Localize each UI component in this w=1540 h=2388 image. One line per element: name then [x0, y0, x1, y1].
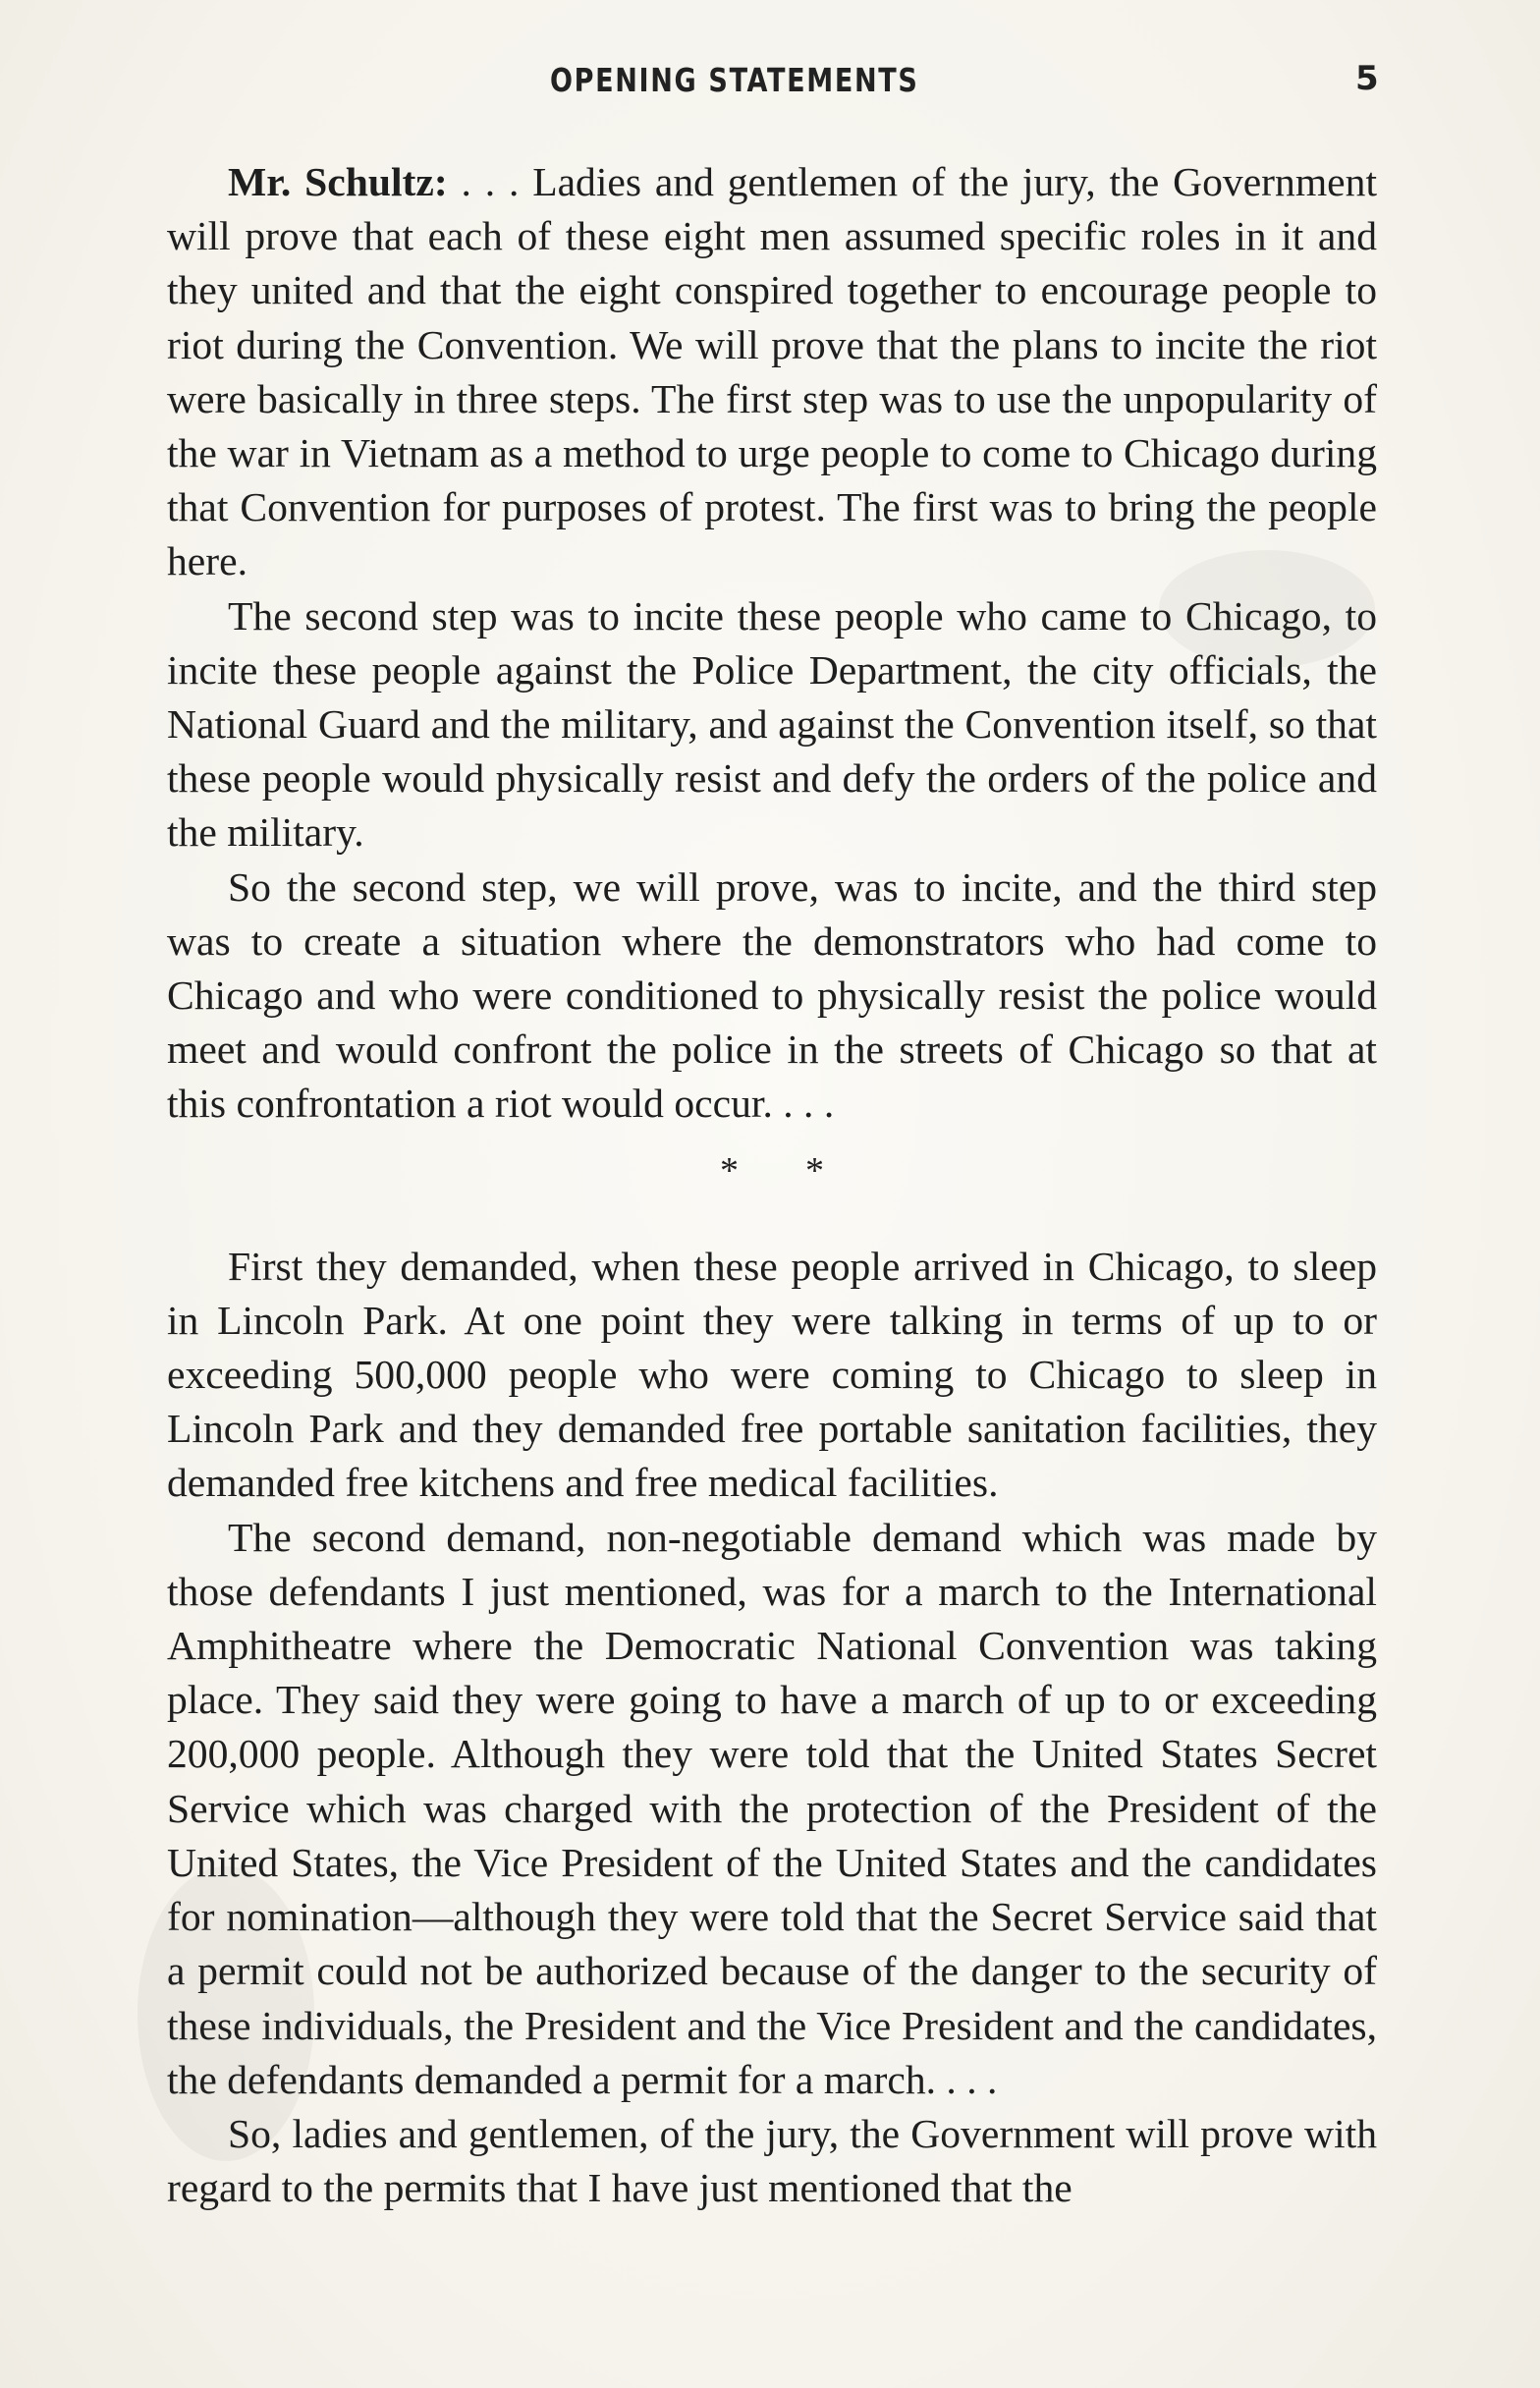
paragraph-5: The second demand, non-negotiable demand which was made by those defendants I just mentioned, was for a march to the International Amphitheatre where the Democratic National Convention was taking place. They said they were going to have a march of up to or exceeding 200,000 people. Although they were told that the United States Secret Service which was charged with the protection of the President of the United States, the Vice President of the United States and the candidates for nomination—although they were told that the Secret Service said that a permit could not be authorized because of the danger to the security of these individuals, the President and the Vice President and the candidates, the defendants demanded a permit for a march. . . . — [167, 1514, 1377, 2102]
paragraph-3: So the second step, we will prove, was to incite, and the third step was to create a situation where the demonstrators who had come to Chicago and who were conditioned to physically resist the police would meet and would confront the police in the streets of Chicago so that at this confrontation a riot would occur. . . . — [167, 863, 1377, 1127]
body-text — [167, 155, 1377, 2215]
asterisk: * — [720, 1149, 739, 1192]
running-head: OPENING STATEMENTS — [550, 61, 919, 99]
paragraph-2: The second step was to incite these people who came to Chicago, to incite these people against the Police Department, the city officials, the National Guard and the military, and against the Convention itself, so that these people would physically resist and defy the orders of the police and the military. — [167, 592, 1377, 856]
section-separator — [167, 1132, 1377, 1240]
paragraph-6: So, ladies and gentlemen, of the jury, the Government will prove with regard to the permits that I have just mentioned that the — [167, 2110, 1377, 2211]
paragraph-4: First they demanded, when these people arrived in Chicago, to sleep in Lincoln Park. At one point they were talking in terms of up to or exceeding 500,000 people who were coming to Chicago to sleep in Lincoln Park and they demanded free portable sanitation facilities, they demanded free kitchens and free medical facilities. — [167, 1243, 1377, 1506]
asterisk: * — [805, 1149, 824, 1192]
paragraph-1 — [167, 155, 1377, 589]
speaker-name: Mr. Schultz: — [228, 159, 448, 204]
paragraph-1-text: . . . Ladies and gentlemen of the jury, the Government will prove that each of these eight men assumed specific roles in it and they united and that the eight conspired together to encourage people to riot during the Convention. We will prove that the plans to incite the riot were basically in three steps. The first step was to use the unpopularity of the war in Vietnam as a method to urge people to come to Chicago during that Convention for purposes of protest. The first was to bring the people here. — [167, 159, 1377, 584]
page-number: 5 — [1355, 59, 1379, 98]
